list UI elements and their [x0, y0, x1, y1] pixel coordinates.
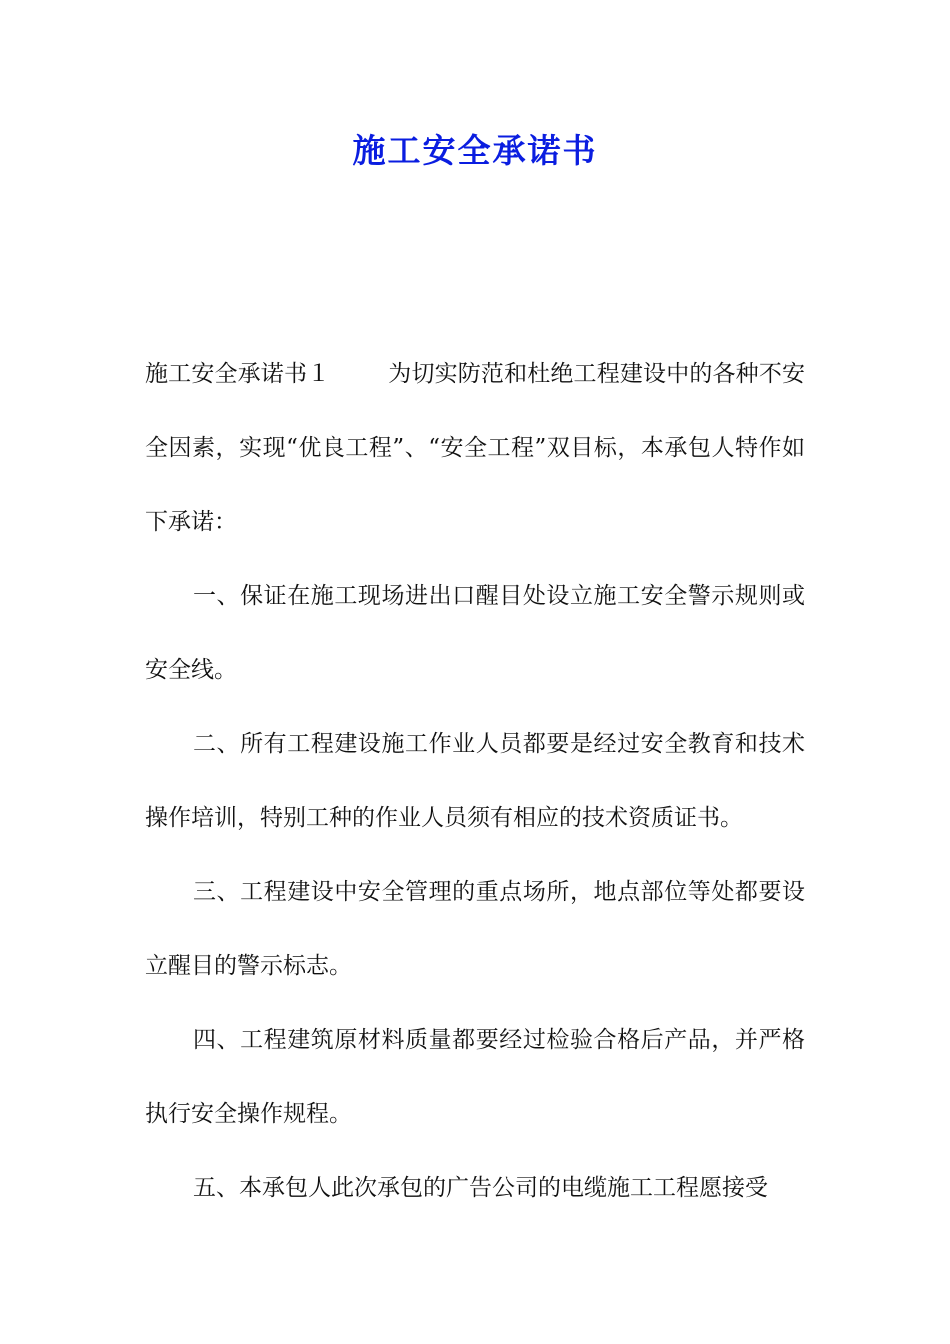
intro-text: 为切实防范和杜绝工程建设中的各种不安全因素，实现“优良工程”、“安全工程”双目标，本承包人特作如下承诺： — [145, 361, 806, 535]
commitment-item-5: 五、本承包人此次承包的广告公司的电缆施工工程愿接受 — [193, 1175, 768, 1201]
commitment-item-1: 一、保证在施工现场进出口醒目处设立施工安全警示规则或安全线。 — [145, 583, 805, 683]
commitment-item-3: 三、工程建设中安全管理的重点场所，地点部位等处都要设立醒目的警示标志。 — [145, 879, 805, 979]
intro-paragraph — [145, 337, 805, 559]
document-body — [145, 337, 805, 1225]
commitment-item-4: 四、工程建筑原材料质量都要经过检验合格后产品，并严格执行安全操作规程。 — [145, 1027, 805, 1127]
intro-heading: 施工安全承诺书１ — [145, 361, 331, 387]
document-title: 施工安全承诺书 — [352, 131, 598, 170]
commitment-item-2: 二、所有工程建设施工作业人员都要是经过安全教育和技术操作培训，特别工种的作业人员须有相应的技术资质证书。 — [145, 731, 805, 831]
